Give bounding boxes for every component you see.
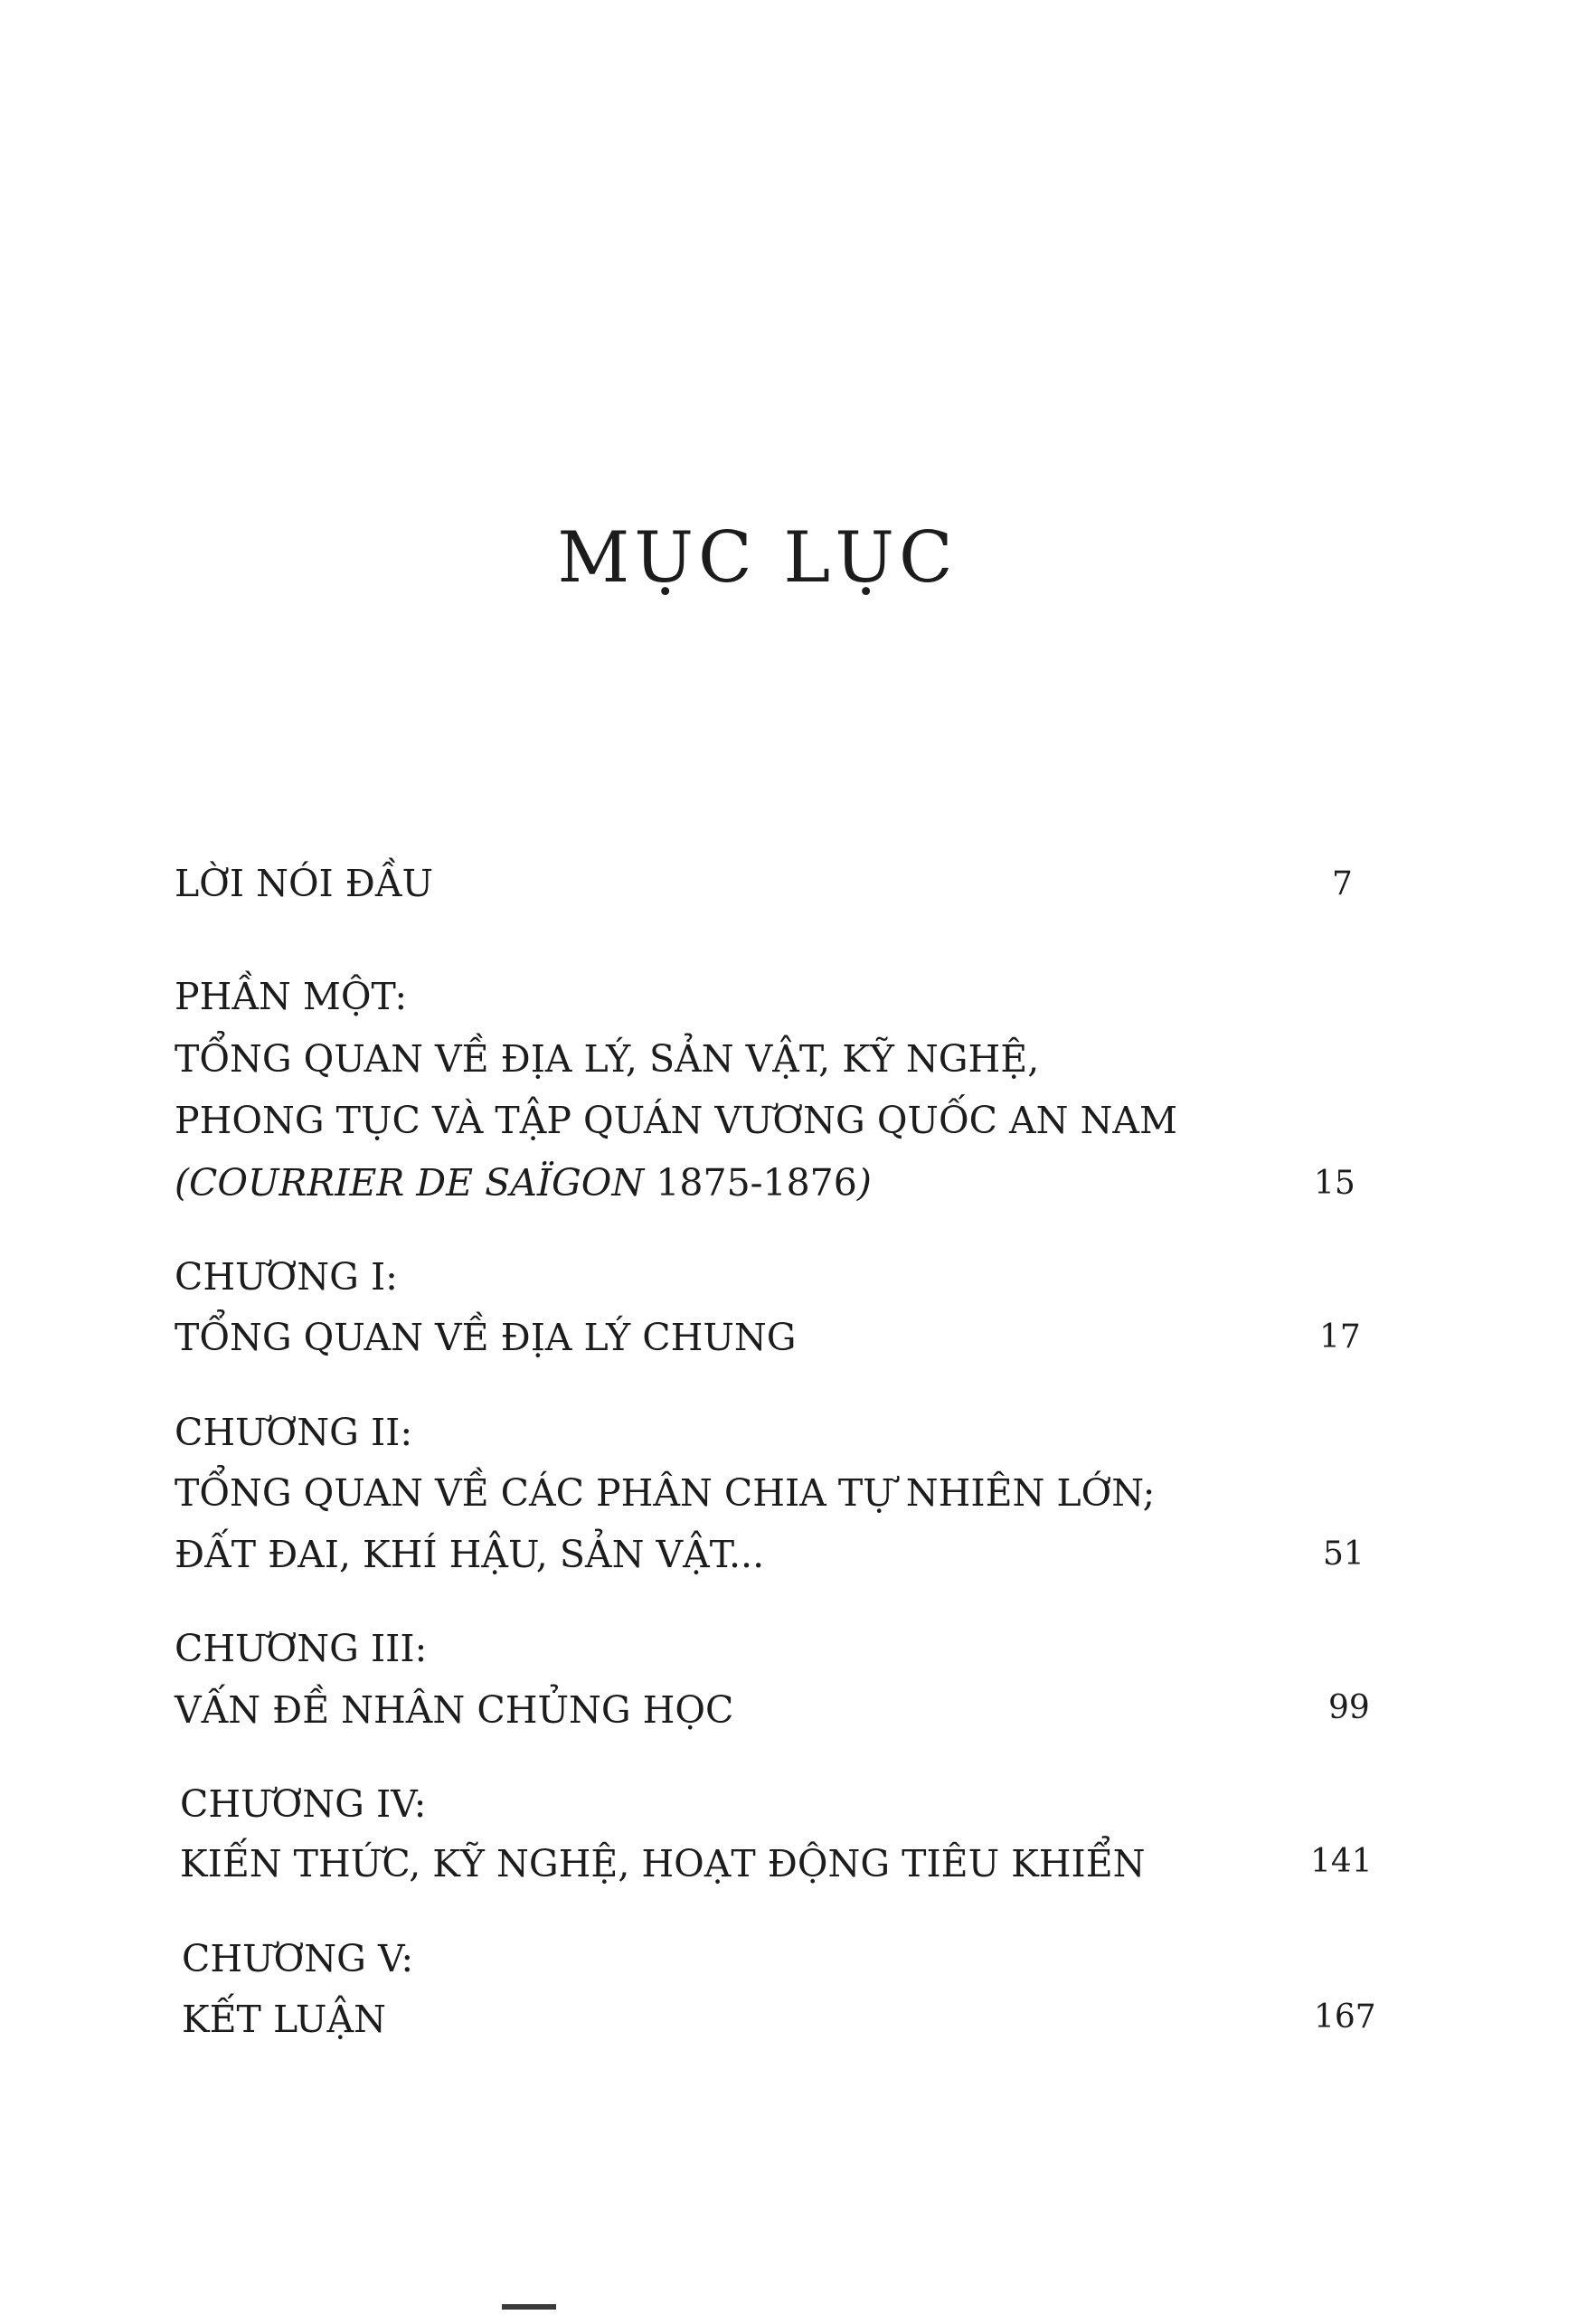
- page-number-chapter3: 99: [1328, 1689, 1370, 1726]
- part-one-title-line1: TỔNG QUAN VỀ ĐỊA LÝ, SẢN VẬT, KỸ NGHỆ,: [175, 1037, 1040, 1081]
- chapter3-heading: CHƯƠNG III:: [175, 1627, 428, 1670]
- page-edge-mark: [502, 2304, 556, 2310]
- toc-entry-preface: LỜI NÓI ĐẦU: [175, 862, 434, 905]
- page-number-preface: 7: [1332, 865, 1353, 902]
- page-number-part-one: 15: [1314, 1165, 1355, 1202]
- chapter4-heading: CHƯƠNG IV:: [180, 1782, 427, 1826]
- part-one-title-line2: PHONG TỤC VÀ TẬP QUÁN VƯƠNG QUỐC AN NAM: [175, 1099, 1177, 1142]
- chapter5-heading: CHƯƠNG V:: [182, 1937, 414, 1980]
- chapter2-heading: CHƯƠNG II:: [175, 1411, 413, 1454]
- page-number-chapter5: 167: [1314, 1998, 1376, 2036]
- chapter3-title: VẤN ĐỀ NHÂN CHỦNG HỌC: [175, 1688, 734, 1732]
- source-publication: COURRIER DE SAÏGON: [189, 1161, 645, 1205]
- chapter1-heading: CHƯƠNG I:: [175, 1255, 398, 1299]
- chapter1-title: TỔNG QUAN VỀ ĐỊA LÝ CHUNG: [175, 1316, 797, 1359]
- page-number-chapter2: 51: [1323, 1535, 1365, 1573]
- chapter2-title-line1: TỔNG QUAN VỀ CÁC PHÂN CHIA TỰ NHIÊN LỚN;: [175, 1471, 1156, 1515]
- page-number-chapter1: 17: [1319, 1318, 1361, 1356]
- part-one-source: [175, 1161, 872, 1205]
- page-number-chapter4: 141: [1310, 1843, 1373, 1880]
- part-one-heading: PHẦN MỘT:: [175, 975, 408, 1018]
- source-paren-open: (: [175, 1161, 189, 1205]
- table-of-contents: [175, 0, 1386, 2315]
- source-years: 1875-1876: [644, 1161, 857, 1205]
- page-title: MỤC LỤC: [557, 517, 958, 599]
- chapter4-title: KIẾN THỨC, KỸ NGHỆ, HOẠT ĐỘNG TIÊU KHIỂN: [180, 1842, 1146, 1885]
- source-paren-close: ): [856, 1161, 872, 1205]
- chapter2-title-line2: ĐẤT ĐAI, KHÍ HẬU, SẢN VẬT...: [175, 1533, 765, 1576]
- chapter5-title: KẾT LUẬN: [182, 1998, 386, 2041]
